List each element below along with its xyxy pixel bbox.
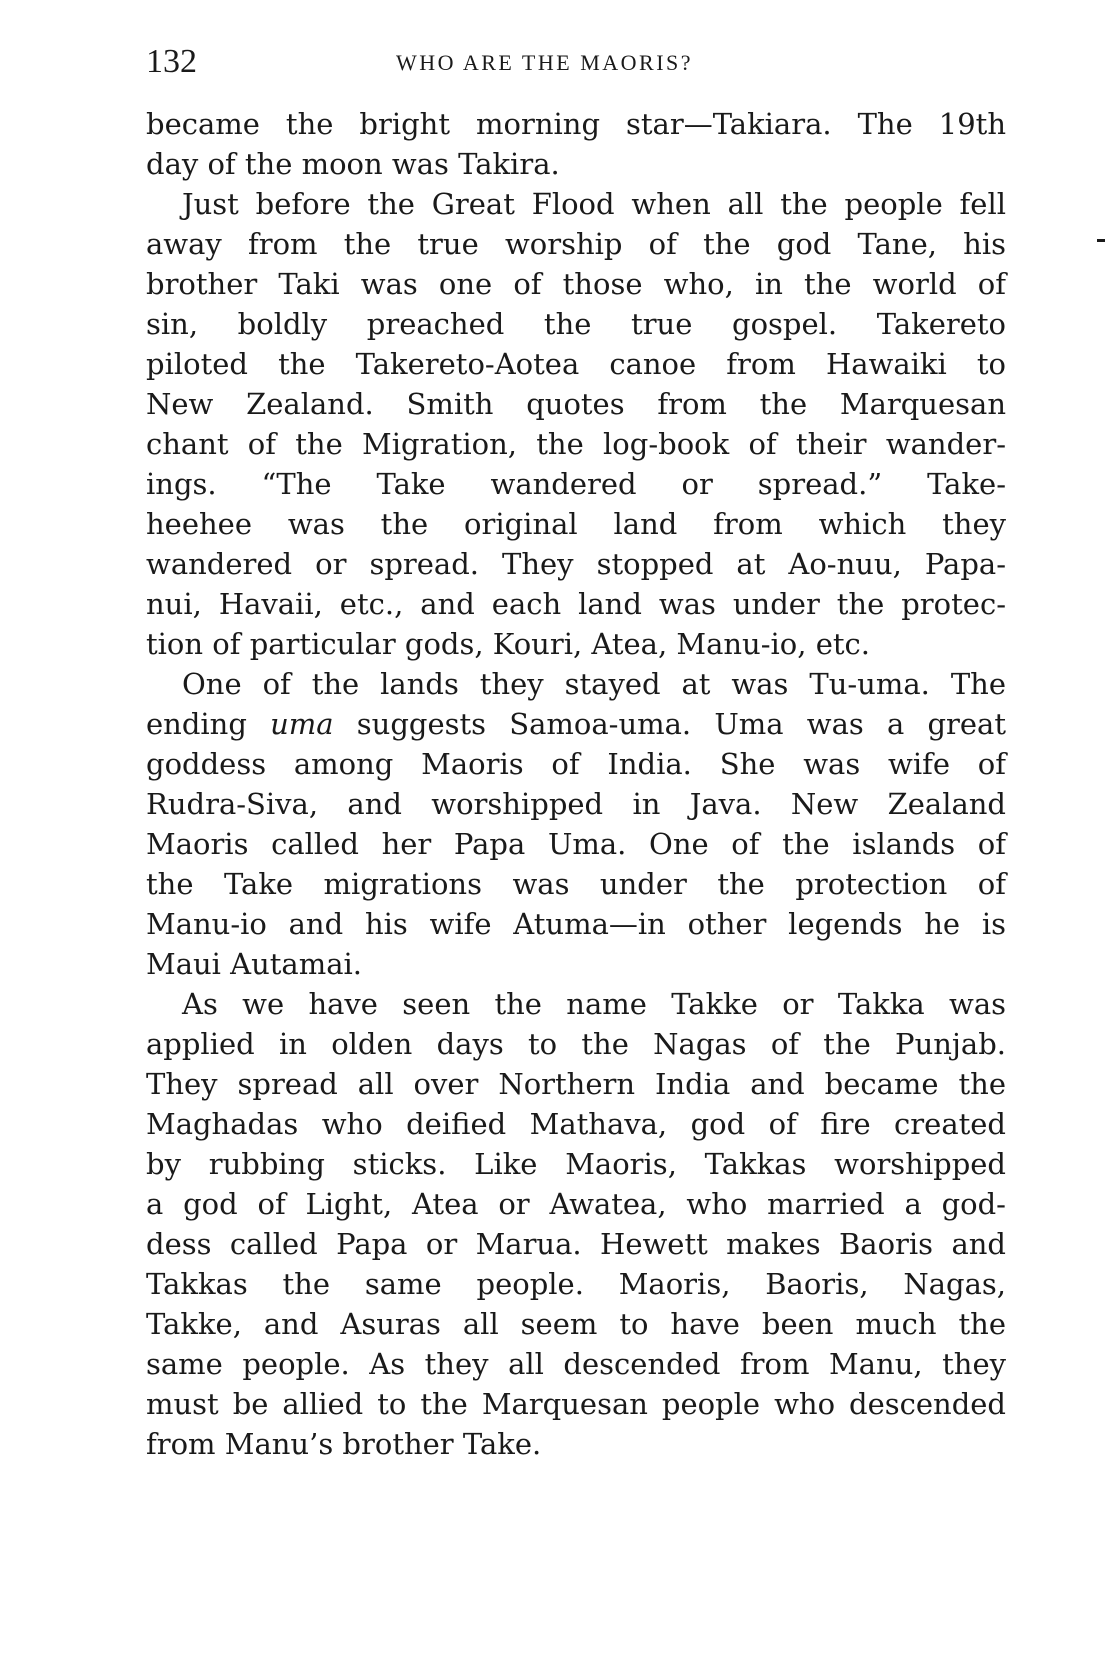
text-line: New Zealand. Smith quotes from the Marquesan <box>146 387 1006 421</box>
running-head <box>146 42 1006 82</box>
ink-mark <box>1097 239 1105 242</box>
text-line: One of the lands they stayed at was Tu-uma. The <box>182 667 1006 701</box>
text-line: by rubbing sticks. Like Maoris, Takkas worshipped <box>146 1147 1006 1181</box>
text-line: became the bright morning star—Takiara. The 19th <box>146 107 1006 141</box>
text-line: They spread all over Northern India and became the <box>146 1067 1006 1101</box>
text-line: wandered or spread. They stopped at Ao-nuu, Papa- <box>146 547 1006 581</box>
text-line: Just before the Great Flood when all the people fell <box>182 187 1006 221</box>
text-line: day of the moon was Takira. <box>146 147 560 181</box>
text-line: As we have seen the name Takke or Takka was <box>182 987 1006 1021</box>
text-line: brother Taki was one of those who, in the world of <box>146 267 1006 301</box>
text-line: applied in olden days to the Nagas of the Punjab. <box>146 1027 1006 1061</box>
text-line: Manu-io and his wife Atuma—in other legends he is <box>146 907 1006 941</box>
text-line: sin, boldly preached the true gospel. Takereto <box>146 307 1006 341</box>
text-line: Maoris called her Papa Uma. One of the islands of <box>146 827 1006 861</box>
text-line: ings. “The Take wandered or spread.” Take- <box>146 467 1006 501</box>
body-text <box>146 104 1006 1464</box>
text-line: from Manu’s brother Take. <box>146 1427 542 1461</box>
text-line: Takkas the same people. Maoris, Baoris, Nagas, <box>146 1267 1006 1301</box>
text-line: heehee was the original land from which they <box>146 507 1006 541</box>
text-line: Maui Autamai. <box>146 947 362 981</box>
text-line: tion of particular gods, Kouri, Atea, Manu-io, etc. <box>146 627 870 661</box>
text-line: ending uma suggests Samoa-uma. Uma was a great <box>146 707 1006 741</box>
text-line: chant of the Migration, the log-book of their wander- <box>146 427 1006 461</box>
text-line: Takke, and Asuras all seem to have been much the <box>146 1307 1006 1341</box>
text-line: Rudra-Siva, and worshipped in Java. New Zealand <box>146 787 1006 821</box>
text-line: nui, Havaii, etc., and each land was under the protec- <box>146 587 1006 621</box>
text-line: dess called Papa or Marua. Hewett makes Baoris and <box>146 1227 1006 1261</box>
text-line: away from the true worship of the god Tane, his <box>146 227 1006 261</box>
text-line: must be allied to the Marquesan people who descended <box>146 1387 1006 1421</box>
text-line: a god of Light, Atea or Awatea, who married a god- <box>146 1187 1006 1221</box>
text-line: piloted the Takereto-Aotea canoe from Hawaiki to <box>146 347 1006 381</box>
text-line: same people. As they all descended from Manu, they <box>146 1347 1006 1381</box>
text-line: Maghadas who deified Mathava, god of fire created <box>146 1107 1006 1141</box>
page-number: 132 <box>146 43 197 80</box>
text-line: the Take migrations was under the protection of <box>146 867 1006 901</box>
text-line: goddess among Maoris of India. She was wife of <box>146 747 1006 781</box>
running-title: WHO ARE THE MAORIS? <box>396 50 694 75</box>
